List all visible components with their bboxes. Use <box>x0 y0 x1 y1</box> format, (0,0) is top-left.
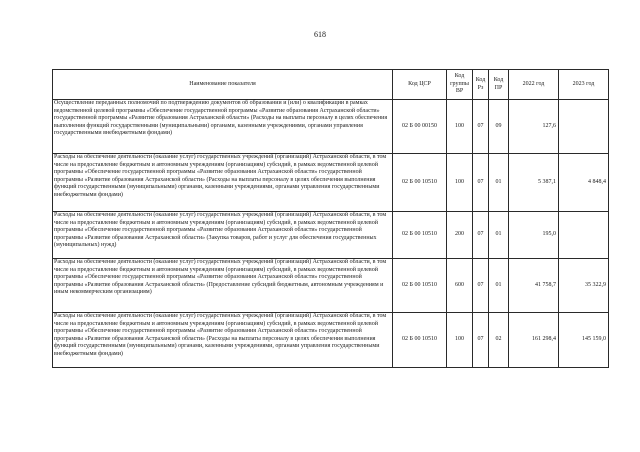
row-2023 <box>559 100 609 154</box>
header-csr: Код ЦСР <box>393 70 447 100</box>
table-row <box>53 259 609 313</box>
row-csr: 02 Б 00 10510 <box>393 212 447 259</box>
header-rz: Код Рз <box>473 70 489 100</box>
table-row <box>53 100 609 154</box>
header-name: Наименование показателя <box>53 70 393 100</box>
table-header-row <box>53 70 609 100</box>
row-vr: 200 <box>447 212 473 259</box>
row-vr: 100 <box>447 154 473 212</box>
row-pr: 01 <box>489 154 509 212</box>
row-csr: 02 Б 00 00150 <box>393 100 447 154</box>
row-2023: 145 159,0 <box>559 313 609 368</box>
row-rz: 07 <box>473 212 489 259</box>
row-rz: 07 <box>473 100 489 154</box>
row-2022: 161 298,4 <box>509 313 559 368</box>
row-2022: 195,0 <box>509 212 559 259</box>
row-2023 <box>559 212 609 259</box>
row-name: Расходы на обеспечение деятельности (оказание услуг) государственных учреждений (организаций) Астраханской области, в том числе на предоставление бюджетным и автономным учреждениям (организациям) субсидий, в рамках ведомственной целевой программы «Обеспечение государственной программы «Развитие образования Астраханской области» государственной программы «Развитие образования Астраханской области» (Расходы на выплаты персоналу в целях обеспечения выполнения функций государственными (муниципальными) органами, казенными учреждениями, органами управления государственными внебюджетными фондами) <box>53 154 393 212</box>
page-number: 618 <box>314 30 326 39</box>
header-2022: 2022 год <box>509 70 559 100</box>
row-name: Расходы на обеспечение деятельности (оказание услуг) государственных учреждений (организаций) Астраханской области, в том числе на предоставление бюджетным и автономным учреждениям (организациям) субсидий, в рамках ведомственной целевой программы «Обеспечение государственной программы «Развитие образования Астраханской области» государственной программы «Развитие образования Астраханской области» (Предоставление субсидий бюджетным, автономным учреждениям и иным некоммерческим организациям) <box>53 259 393 313</box>
row-name: Расходы на обеспечение деятельности (оказание услуг) государственных учреждений (организаций) Астраханской области, в том числе на предоставление бюджетным и автономным учреждениям (организациям) субсидий, в рамках ведомственной целевой программы «Обеспечение государственной программы «Развитие образования Астраханской области» государственной программы «Развитие образования Астраханской области» (Расходы на выплаты персоналу в целях обеспечения выполнения функций государственными (муниципальными) органами, казенными учреждениями, органами управления государственными внебюджетными фондами) <box>53 313 393 368</box>
row-rz: 07 <box>473 313 489 368</box>
row-2022: 127,6 <box>509 100 559 154</box>
row-2023: 4 848,4 <box>559 154 609 212</box>
table-row <box>53 154 609 212</box>
row-2022: 5 387,1 <box>509 154 559 212</box>
table-row <box>53 212 609 259</box>
row-2023: 35 322,9 <box>559 259 609 313</box>
row-pr: 02 <box>489 313 509 368</box>
header-2023: 2023 год <box>559 70 609 100</box>
row-csr: 02 Б 00 10510 <box>393 259 447 313</box>
row-rz: 07 <box>473 259 489 313</box>
row-vr: 100 <box>447 100 473 154</box>
table-row <box>53 313 609 368</box>
row-csr: 02 Б 00 10510 <box>393 154 447 212</box>
row-csr: 02 Б 00 10510 <box>393 313 447 368</box>
row-name: Расходы на обеспечение деятельности (оказание услуг) государственных учреждений (организаций) Астраханской области, в том числе на предоставление бюджетным и автономным учреждениям (организациям) субсидий, в рамках ведомственной целевой программы «Обеспечение государственной программы «Развитие образования Астраханской области» государственной программы «Развитие образования Астраханской области» (Закупка товаров, работ и услуг для обеспечения государственных (муниципальных) нужд) <box>53 212 393 259</box>
row-2022: 41 758,7 <box>509 259 559 313</box>
row-pr: 09 <box>489 100 509 154</box>
row-rz: 07 <box>473 154 489 212</box>
row-pr: 01 <box>489 212 509 259</box>
row-vr: 600 <box>447 259 473 313</box>
header-pr: Код ПР <box>489 70 509 100</box>
row-pr: 01 <box>489 259 509 313</box>
header-vr: Код группы ВР <box>447 70 473 100</box>
budget-table <box>52 69 609 368</box>
row-name: Осуществление переданных полномочий по подтверждению документов об образовании и (или) о квалификации в рамках ведомственной целевой программы «Обеспечение государственной программы «Развитие образования Астраханской области» государственной программы «Развитие образования Астраханской области» (Расходы на выплаты персоналу в целях обеспечения выполнения функций государственными (муниципальными) органами, казенными учреждениями, органами управления государственными внебюджетными фондами) <box>53 100 393 154</box>
row-vr: 100 <box>447 313 473 368</box>
